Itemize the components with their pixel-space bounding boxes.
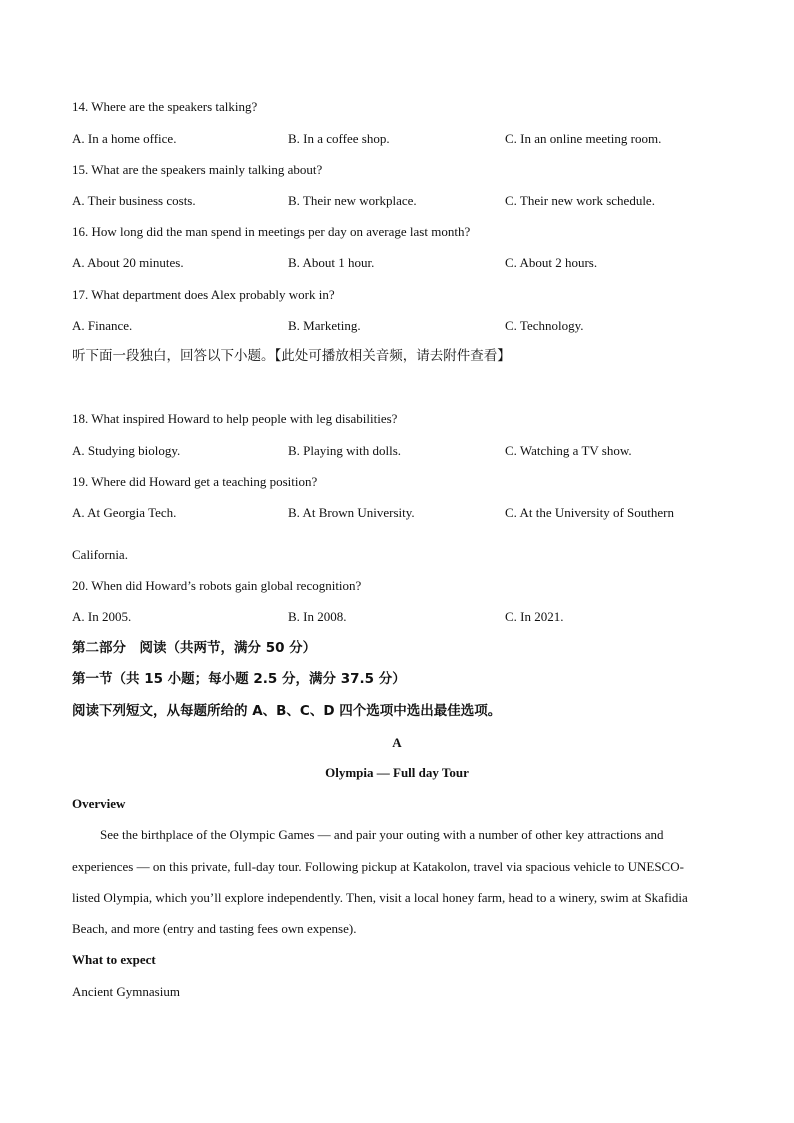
passage-title: Olympia — Full day Tour: [325, 765, 469, 780]
question-15-option-a: A. Their business costs.: [72, 193, 196, 208]
question-19-option-c: C. At the University of Southern: [505, 505, 674, 520]
question-17-option-a: A. Finance.: [72, 318, 133, 333]
question-20-stem: 20. When did Howard’s robots gain global recognition?: [72, 578, 362, 593]
question-14-option-a: A. In a home office.: [72, 131, 177, 146]
question-14-stem: 14. Where are the speakers talking?: [72, 99, 258, 114]
question-18-option-c: C. Watching a TV show.: [505, 443, 632, 458]
question-15-option-b: B. Their new workplace.: [288, 193, 417, 208]
question-20-option-c: C. In 2021.: [505, 609, 564, 624]
overview-line-1: See the birthplace of the Olympic Games — and pair your outing with a number of other key attractions and: [100, 827, 664, 842]
question-16-option-c: C. About 2 hours.: [505, 255, 598, 270]
question-19-option-b: B. At Brown University.: [288, 505, 415, 520]
reading-instruction: 阅读下列短文，从每题所给的 A、B、C、D 四个选项中选出最佳选项。: [72, 703, 502, 719]
question-18-stem: 18. What inspired Howard to help people with leg disabilities?: [72, 411, 398, 426]
question-16-stem: 16. How long did the man spend in meetings per day on average last month?: [72, 224, 471, 239]
passage-letter: A: [392, 735, 402, 750]
question-19-option-a: A. At Georgia Tech.: [72, 505, 177, 520]
question-20-option-b: B. In 2008.: [288, 609, 347, 624]
question-18-option-a: A. Studying biology.: [72, 443, 181, 458]
question-17-option-b: B. Marketing.: [288, 318, 361, 333]
part-title: 第二部分 阅读（共两节，满分 50 分）: [72, 640, 317, 656]
question-14-option-c: C. In an online meeting room.: [505, 131, 662, 146]
overview-line-2: experiences — on this private, full-day tour. Following pickup at Katakolon, travel via spacious vehicle to UNESCO-: [72, 859, 684, 874]
what-to-expect-heading: What to expect: [72, 952, 156, 967]
question-18-option-b: B. Playing with dolls.: [288, 443, 402, 458]
question-20-option-a: A. In 2005.: [72, 609, 132, 624]
question-19-option-c-continuation: California.: [72, 547, 128, 562]
overview-heading: Overview: [72, 796, 126, 811]
question-16-option-b: B. About 1 hour.: [288, 255, 375, 270]
question-15-stem: 15. What are the speakers mainly talking about?: [72, 162, 323, 177]
question-16-option-a: A. About 20 minutes.: [72, 255, 184, 270]
section-title: 第一节（共 15 小题；每小题 2.5 分，满分 37.5 分）: [72, 671, 406, 687]
question-15-option-c: C. Their new work schedule.: [505, 193, 655, 208]
overview-line-3: listed Olympia, which you’ll explore independently. Then, visit a local honey farm, head to a winery, swim at Skafidia: [72, 890, 688, 905]
expect-item: Ancient Gymnasium: [72, 984, 180, 999]
question-17-option-c: C. Technology.: [505, 318, 584, 333]
question-14-option-b: B. In a coffee shop.: [288, 131, 390, 146]
question-19-stem: 19. Where did Howard get a teaching position?: [72, 474, 318, 489]
overview-line-4: Beach, and more (entry and tasting fees own expense).: [72, 921, 357, 936]
monologue-instruction: 听下面一段独白，回答以下小题。【此处可播放相关音频，请去附件查看】: [72, 348, 511, 364]
question-17-stem: 17. What department does Alex probably work in?: [72, 287, 335, 302]
